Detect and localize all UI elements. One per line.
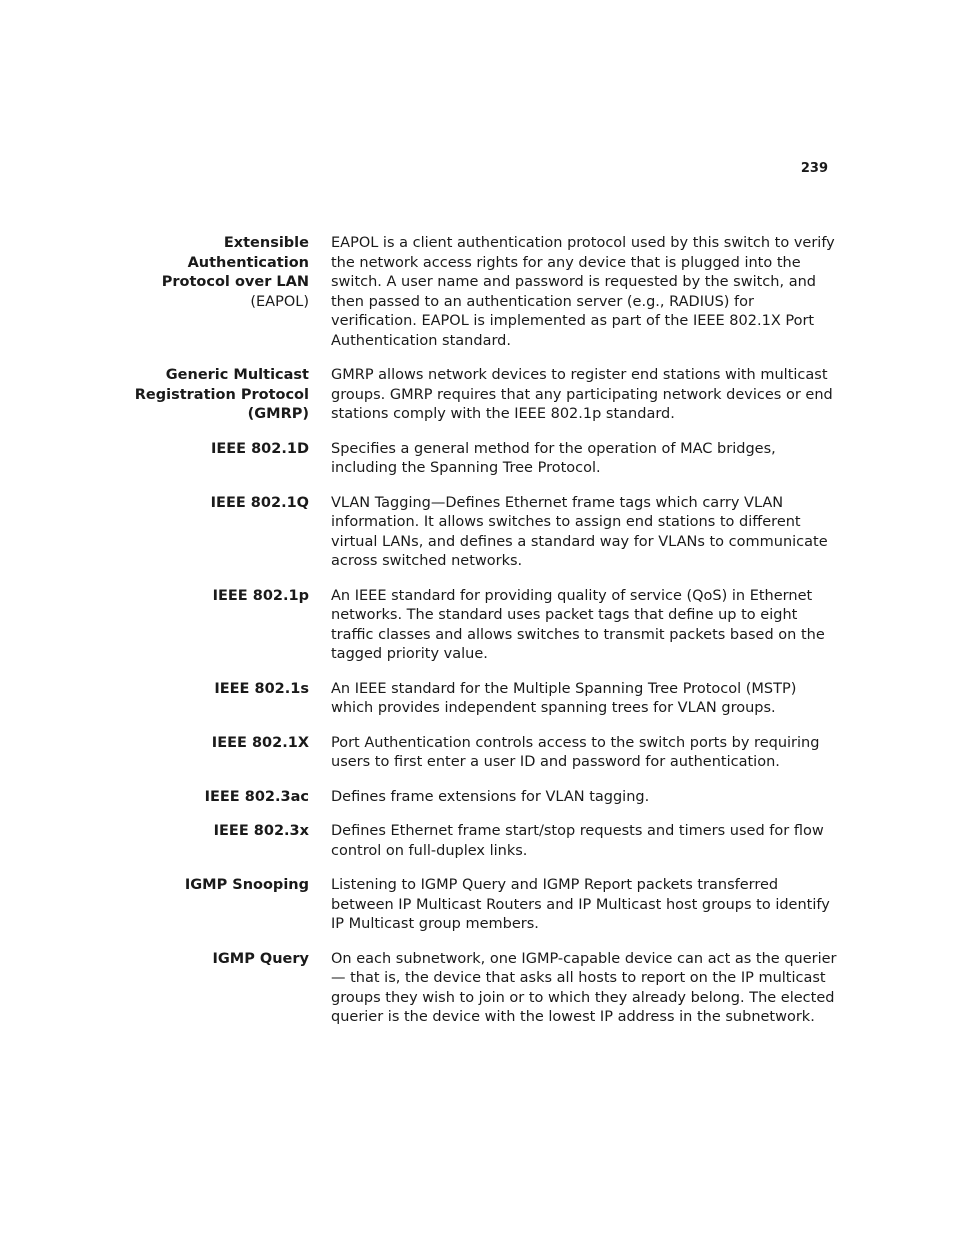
glossary-term — [120, 587, 309, 665]
glossary-entry-ieee-802-3x — [120, 822, 840, 861]
glossary-term — [120, 734, 309, 773]
glossary-definition: GMRP allows network devices to register end stations with multicast groups. GMRP requires that any participating network devices or end stations comply with the IEEE 802.1p standard. — [331, 367, 833, 422]
glossary-list — [120, 234, 840, 1043]
glossary-definition: Defines Ethernet frame start/stop requests and timers used for flow control on full-duplex links. — [331, 823, 824, 859]
glossary-entry-igmp-query — [120, 950, 840, 1028]
glossary-term — [120, 822, 309, 861]
glossary-definition: Specifies a general method for the operation of MAC bridges, including the Spanning Tree Protocol. — [331, 440, 776, 476]
term-abbreviation: (EAPOL) — [250, 293, 309, 310]
glossary-term — [120, 494, 309, 572]
term-name: IGMP Query — [212, 950, 309, 967]
glossary-entry-ieee-802-1q — [120, 494, 840, 572]
term-name: IEEE 802.3x — [213, 823, 309, 839]
glossary-term — [120, 440, 309, 479]
glossary-entry-eapol — [120, 234, 840, 351]
glossary-definition: On each subnetwork, one IGMP-capable device can act as the querier — that is, the device that asks all hosts to report on the IP multicast groups they wish to join or to which they already belong. The elected querier is the device with the lowest IP address in the subnetwork. — [331, 950, 837, 1025]
glossary-entry-igmp-snooping — [120, 876, 840, 935]
glossary-definition: Defines frame extensions for VLAN tagging. — [331, 788, 650, 805]
page-number: 239 — [800, 161, 828, 176]
glossary-term — [120, 366, 309, 425]
term-name: IGMP Snooping — [184, 877, 309, 893]
glossary-definition: Port Authentication controls access to the switch ports by requiring users to first enter a user ID and password for authentication. — [331, 734, 820, 770]
glossary-entry-ieee-802-1p — [120, 587, 840, 665]
glossary-definition: Listening to IGMP Query and IGMP Report packets transferred between IP Multicast Routers and IP Multicast host groups to identify IP Multicast group members. — [331, 877, 830, 932]
glossary-term — [120, 680, 309, 719]
glossary-term — [120, 234, 309, 351]
glossary-term — [120, 788, 309, 808]
glossary-entry-gmrp — [120, 366, 840, 425]
term-name: IEEE 802.3ac — [204, 788, 309, 805]
glossary-definition: VLAN Tagging—Defines Ethernet frame tags which carry VLAN information. It allows switches to assign end stations to different virtual LANs, and defines a standard way for VLANs to communicate across switched networks. — [331, 494, 828, 569]
term-name: IEEE 802.1Q — [210, 494, 309, 511]
term-name: IEEE 802.1s — [214, 680, 309, 697]
glossary-term — [120, 950, 309, 1028]
glossary-entry-ieee-802-1s — [120, 680, 840, 719]
term-name: IEEE 802.1p — [212, 587, 309, 604]
glossary-definition: An IEEE standard for the Multiple Spanning Tree Protocol (MSTP) which provides independent spanning trees for VLAN groups. — [331, 680, 797, 716]
glossary-definition: An IEEE standard for providing quality of service (QoS) in Ethernet networks. The standard uses packet tags that define up to eight traffic classes and allows switches to transmit packets based on the tagged priority value. — [331, 587, 825, 662]
glossary-entry-ieee-802-1d — [120, 440, 840, 479]
term-name: IEEE 802.1X — [211, 734, 309, 751]
term-name: Generic Multicast Registration Protocol (GMRP) — [134, 367, 309, 422]
glossary-entry-ieee-802-1x — [120, 734, 840, 773]
glossary-definition: EAPOL is a client authentication protocol used by this switch to verify the network access rights for any device that is plugged into the switch. A user name and password is requested by the switch, and then passed to an authentication server (e.g., RADIUS) for verification. EAPOL is implemented as part of the IEEE 802.1X Port Authentication standard. — [331, 235, 835, 349]
glossary-entry-ieee-802-3ac — [120, 788, 840, 808]
glossary-term — [120, 876, 309, 935]
term-name: IEEE 802.1D — [210, 440, 309, 457]
term-name: Extensible Authentication Protocol over LAN — [161, 235, 309, 290]
